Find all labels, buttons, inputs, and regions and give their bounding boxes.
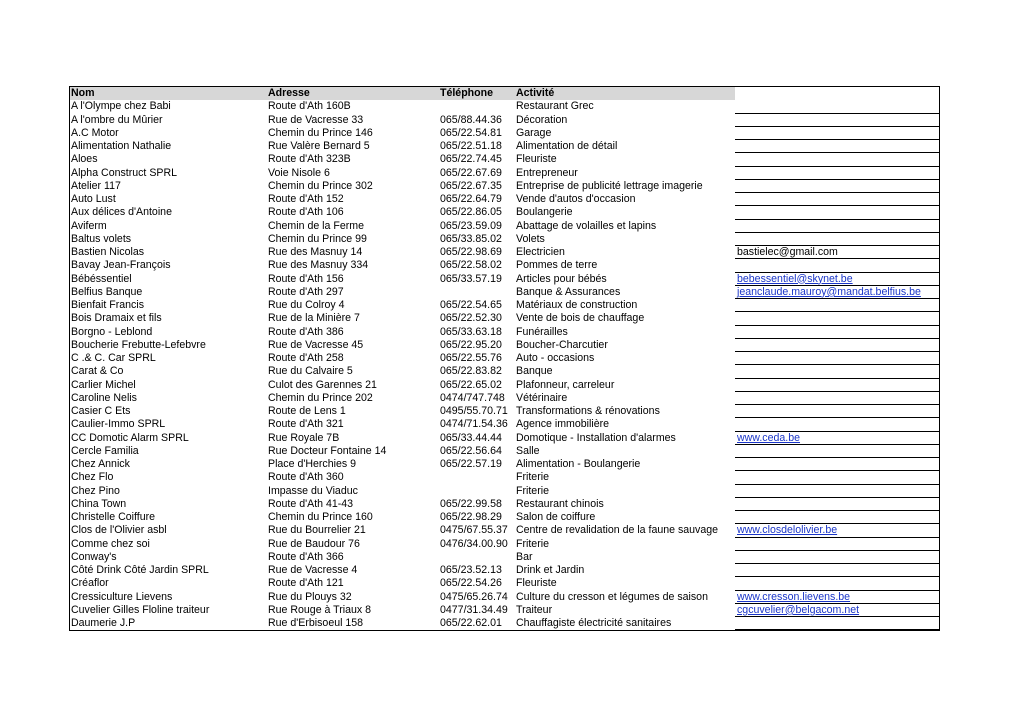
cell-activite: Salle (516, 444, 540, 457)
table-row (69, 471, 940, 484)
cell-adresse: Rue du Colroy 4 (268, 299, 345, 311)
cell-telephone: 065/33.57.19 (440, 272, 502, 285)
cell-nom: Daumerie J.P (71, 617, 136, 629)
cell-activite: Friterie (516, 471, 549, 484)
cell-nom: Auto Lust (71, 193, 116, 205)
cell-telephone: 065/22.54.26 (440, 577, 502, 590)
cell-telephone: 065/22.55.76 (440, 352, 502, 364)
cell-adresse: Route de Lens 1 (268, 405, 346, 417)
cell-activite: Abattage de volailles et lapins (516, 219, 657, 232)
cell-nom: Boucherie Frebutte-Lefebvre (71, 338, 206, 351)
cell-nom: A.C Motor (71, 126, 119, 139)
cell-activite: Electricien (516, 246, 565, 258)
cell-telephone: 0495/55.70.71 (440, 405, 508, 417)
table-row (69, 551, 940, 564)
cell-activite: Boucher-Charcutier (516, 338, 608, 351)
cell-email: bastielec@gmail.com (737, 246, 838, 258)
cell-adresse: Chemin du Prince 146 (268, 126, 373, 139)
table-row (69, 246, 940, 259)
cell-activite: Bar (516, 550, 533, 563)
cell-activite: Vente de bois de chauffage (516, 312, 645, 325)
cell-telephone: 065/22.67.69 (440, 166, 502, 179)
cell-telephone: 0477/31.34.49 (440, 603, 508, 616)
cell-activite: Culture du cresson et légumes de saison (516, 590, 708, 603)
cell-telephone: 065/33.63.18 (440, 325, 502, 338)
cell-adresse: Rue des Masnuy 14 (268, 246, 363, 258)
cell-adresse: Chemin du Prince 302 (268, 179, 373, 192)
cell-telephone: 0474/747.748 (440, 391, 505, 404)
cell-activite: Banque & Assurances (516, 285, 621, 298)
cell-adresse: Route d'Ath 360 (268, 471, 344, 484)
table-row (69, 286, 940, 299)
table-row (69, 445, 940, 458)
cell-nom: Chez Flo (71, 471, 114, 484)
cell-activite: Décoration (516, 113, 568, 126)
table-body (69, 100, 940, 630)
cell-activite: Fleuriste (516, 577, 557, 590)
cell-adresse: Route d'Ath 160B (268, 100, 351, 113)
cell-activite: Restaurant chinois (516, 497, 604, 510)
cell-nom: Belfius Banque (71, 285, 143, 298)
cell-activite: Garage (516, 126, 552, 139)
cell-nom: Chez Annick (71, 458, 130, 470)
cell-activite: Alimentation de détail (516, 140, 618, 152)
table-border-bottom (69, 630, 940, 631)
cell-nom: Bastien Nicolas (71, 246, 145, 258)
cell-nom: Bavay Jean-François (71, 259, 171, 272)
cell-nom: Comme chez soi (71, 537, 150, 550)
cell-adresse: Rue de Vacresse 4 (268, 564, 358, 576)
table-row (69, 577, 940, 590)
cell-nom: Clos de l'Olivier asbl (71, 524, 167, 537)
table-row (69, 498, 940, 511)
cell-nom: Chez Pino (71, 484, 120, 497)
table-row (69, 405, 940, 418)
cell-activite: Domotique - Installation d'alarmes (516, 431, 676, 444)
cell-nom: Bienfait Francis (71, 299, 145, 311)
table-row (69, 458, 940, 471)
cell-adresse: Rue de Vacresse 45 (268, 338, 364, 351)
table-row (69, 140, 940, 153)
cell-adresse: Chemin du Prince 99 (268, 232, 367, 245)
header-activite: Activité (516, 87, 555, 99)
cell-adresse: Rue Valère Bernard 5 (268, 140, 370, 152)
table-row (69, 392, 940, 405)
table-row (69, 365, 940, 378)
cell-nom: Casier C Ets (71, 405, 131, 417)
table-row (69, 153, 940, 166)
cell-link[interactable]: bebessentiel@skynet.be (737, 272, 853, 285)
cell-link[interactable]: cgcuvelier@belgacom.net (737, 603, 860, 616)
cell-telephone: 065/88.44.36 (440, 113, 502, 126)
cell-telephone: 065/22.65.02 (440, 378, 502, 391)
cell-nom: Borgno - Leblond (71, 325, 153, 338)
cell-adresse: Route d'Ath 386 (268, 325, 344, 338)
table-row (69, 259, 940, 272)
cell-adresse: Rue des Masnuy 334 (268, 259, 369, 272)
cell-nom: C .& C. Car SPRL (71, 352, 156, 364)
business-directory-table (69, 86, 940, 630)
cell-adresse: Rue du Calvaire 5 (268, 365, 353, 378)
cell-nom: Cressiculture Lievens (71, 590, 173, 603)
table-row (69, 180, 940, 193)
cell-activite: Entreprise de publicité lettrage imagerie (516, 179, 703, 192)
cell-adresse: Chemin du Prince 160 (268, 511, 373, 523)
cell-adresse: Rue du Bourrelier 21 (268, 524, 366, 537)
cell-nom: Aux délices d'Antoine (71, 206, 172, 219)
cell-link[interactable]: www.closdelolivier.be (737, 524, 838, 537)
cell-adresse: Impasse du Viaduc (268, 484, 358, 497)
cell-nom: Bébéssentiel (71, 272, 132, 285)
cell-activite: Transformations & rénovations (516, 405, 660, 417)
cell-nom: Créaflor (71, 577, 109, 590)
cell-telephone: 065/22.99.58 (440, 497, 502, 510)
cell-telephone: 0475/65.26.74 (440, 590, 508, 603)
table-row (69, 339, 940, 352)
cell-adresse: Rue de Vacresse 33 (268, 113, 364, 126)
cell-telephone: 0474/71.54.36 (440, 418, 508, 431)
cell-adresse: Route d'Ath 152 (268, 193, 344, 205)
cell-adresse: Place d'Herchies 9 (268, 458, 356, 470)
cell-adresse: Rue d'Erbisoeul 158 (268, 617, 364, 629)
cell-adresse: Route d'Ath 106 (268, 206, 344, 219)
cell-nom: Alimentation Nathalie (71, 140, 172, 152)
cell-activite: Articles pour bébés (516, 272, 607, 285)
cell-adresse: Chemin de la Ferme (268, 219, 364, 232)
cell-telephone: 065/22.54.81 (440, 126, 502, 139)
table-row (69, 193, 940, 206)
cell-nom: Cercle Familia (71, 444, 139, 457)
cell-activite: Alimentation - Boulangerie (516, 458, 641, 470)
table-row (69, 273, 940, 286)
header-telephone: Téléphone (440, 87, 493, 99)
header-nom: Nom (71, 87, 95, 99)
table-row (69, 299, 940, 312)
cell-adresse: Rue du Plouys 32 (268, 590, 352, 603)
cell-activite: Entrepreneur (516, 166, 578, 179)
cell-nom: A l'Olympe chez Babi (71, 100, 171, 113)
table-row (69, 524, 940, 537)
cell-link[interactable]: www.cresson.lievens.be (737, 590, 851, 603)
table-row (69, 432, 940, 445)
cell-adresse: Culot des Garennes 21 (268, 378, 377, 391)
cell-adresse: Rue Royale 7B (268, 431, 340, 444)
cell-telephone: 065/22.83.82 (440, 365, 502, 378)
cell-activite: Auto - occasions (516, 352, 595, 364)
cell-activite: Restaurant Grec (516, 100, 594, 113)
table-header-row (69, 86, 940, 100)
cell-telephone: 065/23.59.09 (440, 219, 502, 232)
cell-nom: Côté Drink Côté Jardin SPRL (71, 564, 209, 576)
cell-nom: Alpha Construct SPRL (71, 166, 177, 179)
cell-adresse: Route d'Ath 297 (268, 285, 344, 298)
cell-adresse: Rue de la Minière 7 (268, 312, 360, 325)
table-row (69, 418, 940, 431)
table-row (69, 114, 940, 127)
cell-telephone: 065/33.85.02 (440, 232, 502, 245)
table-row (69, 564, 940, 577)
table-row (69, 326, 940, 339)
cell-activite: Matériaux de construction (516, 299, 638, 311)
cell-adresse: Rue Rouge à Triaux 8 (268, 603, 372, 616)
table-row (69, 604, 940, 617)
cell-nom: China Town (71, 497, 127, 510)
cell-activite: Salon de coiffure (516, 511, 596, 523)
cell-telephone: 0475/67.55.37 (440, 524, 508, 537)
cell-telephone: 065/22.95.20 (440, 338, 502, 351)
cell-nom: Baltus volets (71, 232, 132, 245)
cell-activite: Centre de revalidation de la faune sauvage (516, 524, 719, 537)
cell-link[interactable]: jeanclaude.mauroy@mandat.belfius.be (737, 285, 921, 298)
cell-nom: Christelle Coiffure (71, 511, 155, 523)
cell-telephone: 065/22.54.65 (440, 299, 502, 311)
cell-nom: Cuvelier Gilles Floline traiteur (71, 603, 210, 616)
cell-activite: Fleuriste (516, 153, 557, 166)
table-row (69, 538, 940, 551)
cell-nom: Atelier 117 (71, 179, 121, 192)
cell-adresse: Route d'Ath 321 (268, 418, 344, 431)
table-row (69, 312, 940, 325)
cell-adresse: Voie Nisole 6 (268, 166, 330, 179)
cell-activite: Funérailles (516, 325, 568, 338)
cell-activite: Vétérinaire (516, 391, 568, 404)
cell-nom: Carat & Co (71, 365, 124, 378)
cell-activite: Friterie (516, 537, 549, 550)
cell-activite: Agence immobilière (516, 418, 610, 431)
cell-activite: Banque (516, 365, 553, 378)
cell-adresse: Route d'Ath 41-43 (268, 497, 354, 510)
table-border-right (939, 86, 940, 631)
cell-telephone: 065/33.44.44 (440, 431, 502, 444)
cell-telephone: 065/22.58.02 (440, 259, 502, 272)
header-adresse: Adresse (268, 87, 310, 99)
cell-activite: Pommes de terre (516, 259, 598, 272)
cell-telephone: 065/22.67.35 (440, 179, 502, 192)
cell-telephone: 065/22.64.79 (440, 193, 502, 205)
cell-telephone: 065/22.56.64 (440, 444, 502, 457)
cell-adresse: Route d'Ath 366 (268, 550, 344, 563)
cell-nom: CC Domotic Alarm SPRL (71, 431, 189, 444)
cell-adresse: Route d'Ath 156 (268, 272, 344, 285)
cell-telephone: 065/22.57.19 (440, 458, 502, 470)
table-row (69, 485, 940, 498)
cell-nom: Bois Dramaix et fils (71, 312, 162, 325)
cell-nom: Caroline Nelis (71, 391, 137, 404)
cell-telephone: 065/22.98.69 (440, 246, 502, 258)
cell-activite: Chauffagiste électricité sanitaires (516, 617, 672, 629)
table-row (69, 220, 940, 233)
cell-nom: Conway's (71, 550, 117, 563)
cell-telephone: 065/22.51.18 (440, 140, 502, 152)
table-row (69, 167, 940, 180)
table-row (69, 379, 940, 392)
cell-nom: Aloes (71, 153, 98, 166)
table-row (69, 617, 940, 630)
table-row (69, 233, 940, 246)
cell-activite: Volets (516, 232, 545, 245)
table-border-left (69, 86, 70, 631)
cell-adresse: Route d'Ath 323B (268, 153, 351, 166)
cell-activite: Boulangerie (516, 206, 573, 219)
table-row (69, 100, 940, 113)
cell-telephone: 0476/34.00.90 (440, 537, 508, 550)
table-row (69, 511, 940, 524)
cell-nom: A l'ombre du Mûrier (71, 113, 163, 126)
cell-adresse: Route d'Ath 258 (268, 352, 344, 364)
cell-link[interactable]: www.ceda.be (737, 431, 801, 444)
table-row (69, 591, 940, 604)
cell-activite: Vende d'autos d'occasion (516, 193, 636, 205)
cell-adresse: Rue de Baudour 76 (268, 537, 360, 550)
cell-telephone: 065/22.52.30 (440, 312, 502, 325)
cell-telephone: 065/22.98.29 (440, 511, 502, 523)
cell-telephone: 065/22.62.01 (440, 617, 502, 629)
cell-activite: Plafonneur, carreleur (516, 378, 615, 391)
table-row (69, 127, 940, 140)
cell-adresse: Chemin du Prince 202 (268, 391, 373, 404)
table-row (69, 206, 940, 219)
cell-nom: Aviferm (71, 219, 107, 232)
cell-nom: Caulier-Immo SPRL (71, 418, 166, 431)
cell-telephone: 065/22.86.05 (440, 206, 502, 219)
table-row (69, 352, 940, 365)
cell-activite: Friterie (516, 484, 549, 497)
cell-telephone: 065/23.52.13 (440, 564, 502, 576)
cell-activite: Traiteur (516, 603, 553, 616)
cell-adresse: Rue Docteur Fontaine 14 (268, 444, 387, 457)
cell-nom: Carlier Michel (71, 378, 136, 391)
cell-adresse: Route d'Ath 121 (268, 577, 344, 590)
cell-telephone: 065/22.74.45 (440, 153, 502, 166)
cell-activite: Drink et Jardin (516, 564, 585, 576)
